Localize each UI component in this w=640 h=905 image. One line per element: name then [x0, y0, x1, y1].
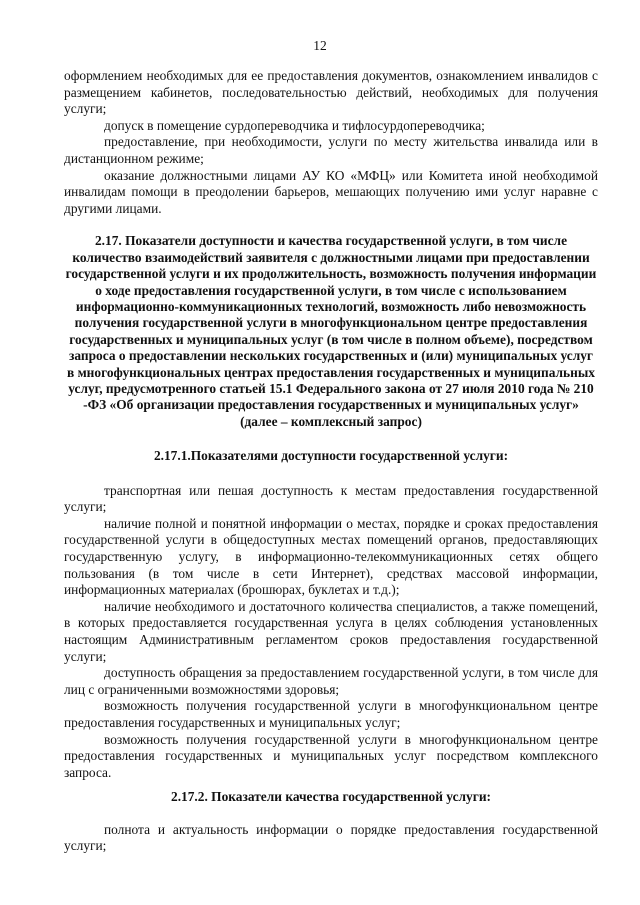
paragraph-accessibility-5: возможность получения государственной услуги в многофункциональном центре предоставления государственных и муниципальных услуг;	[64, 698, 598, 730]
paragraph-continuation: оформлением необходимых для ее предоставления документов, ознакомлением инвалидов с размещением кабинетов, последовательностью действий, необходимых для получения услуги;	[64, 68, 598, 117]
paragraph-accessibility-2: наличие полной и понятной информации о местах, порядке и сроках предоставления государственной услуги в общедоступных местах помещений органов, предоставляющих государственную услугу, в информационно-телекоммуникационных сетях общего пользования (в том числе в сети Интернет), средствах массовой информации, информационных материалах (брошюрах, буклетах и т.д.);	[64, 515, 598, 598]
section-heading-2-17: 2.17. Показатели доступности и качества государственной услуги, в том числе количество взаимодействий заявителя с должностными лицами при предоставлении государственной услуги и их продолжительность, возможность получения информации о ходе предоставления государственной услуги, в том числе с использованием информационно-коммуникационных технологий, возможность либо невозможность получения государственной услуги в многофункциональном центре предоставления государственных и муниципальных услуг (в том числе в полном объеме), посредством запроса о предоставлении нескольких государственных и (или) муниципальных услуг в многофункциональных центрах предоставления государственных и муниципальных услуг, предусмотренного статьей 15.1 Федерального закона от 27 июля 2010 года № 210 -ФЗ «Об организации предоставления государственных и муниципальных услуг» (далее – комплексный запрос)	[65, 233, 597, 429]
document-body	[64, 68, 598, 855]
paragraph-accessibility-4: доступность обращения за предоставлением государственной услуги, в том числе для лиц с ограниченными возможностями здоровья;	[64, 665, 598, 697]
page-number: 12	[313, 38, 327, 53]
paragraph-accessibility-3: наличие необходимого и достаточного количества специалистов, а также помещений, в которых предоставляется государственная услуга в целях соблюдения установленных настоящим Административным регламентом сроков предоставления государственной услуги;	[64, 598, 598, 664]
subsection-heading-2-17-1: 2.17.1.Показателями доступности государственной услуги:	[153, 448, 509, 464]
paragraph-accessibility-1: транспортная или пешая доступность к местам предоставления государственной услуги;	[64, 482, 598, 515]
paragraph-quality-1: полнота и актуальность информации о порядке предоставления государственной услуги;	[64, 821, 598, 854]
paragraph-remote-service: предоставление, при необходимости, услуги по месту жительства инвалида или в дистанционном режиме;	[64, 134, 598, 166]
paragraph-assistance: оказание должностными лицами АУ КО «МФЦ» или Комитета иной необходимой инвалидам помощи в преодолении барьеров, мешающих получению ими услуг наравне с другими лицами.	[64, 167, 598, 216]
paragraph-accessibility-6: возможность получения государственной услуги в многофункциональном центре предоставления государственных и муниципальных услуг посредством комплексного запроса.	[64, 731, 598, 780]
paragraph-sign-interpreter: допуск в помещение сурдопереводчика и тифлосурдопереводчика;	[104, 117, 485, 133]
subsection-heading-2-17-2: 2.17.2. Показатели качества государственной услуги:	[171, 789, 491, 805]
